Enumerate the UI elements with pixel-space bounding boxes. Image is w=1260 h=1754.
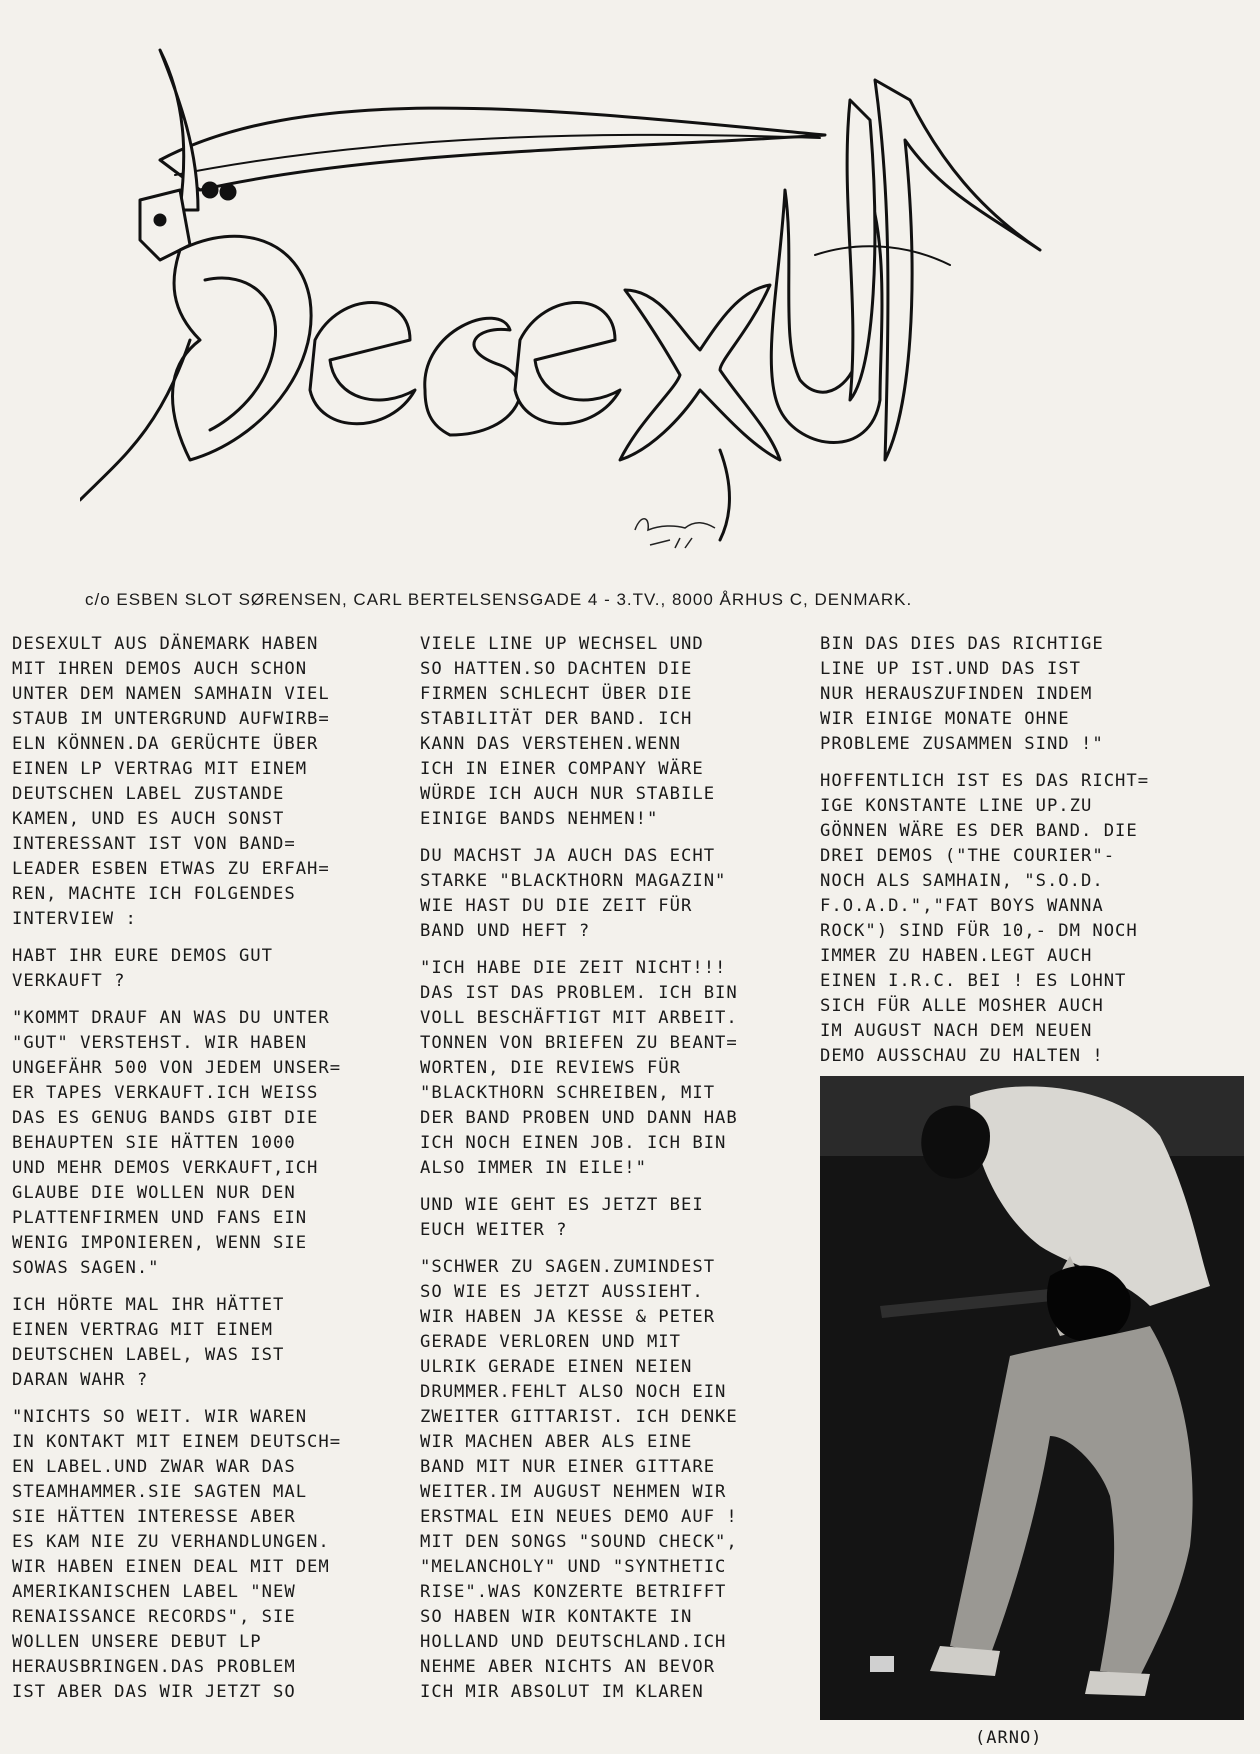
paragraph: ICH HÖRTE MAL IHR HÄTTET EINEN VERTRAG MIT EINEM DEUTSCHEN LABEL, WAS IST DARAN WAHR ? [12, 1295, 285, 1390]
artist-signature [630, 510, 720, 560]
desexult-logo [80, 40, 1100, 570]
paragraph: "KOMMT DRAUF AN WAS DU UNTER "GUT" VERSTEHST. WIR HABEN UNGEFÄHR 500 VON JEDEM UNSER= ER TAPES VERKAUFT.ICH WEISS DAS ES GENUG BANDS GIBT DIE BEHAUPTEN SIE HÄTTEN 1000 UND MEHR DEMOS VERKAUFT,ICH GLAUBE DIE WOLLEN NUR DEN PLATTENFIRMEN UND FANS EIN WENIG IMPONIEREN, WENN SIE SOWAS SAGEN." [12, 1008, 342, 1278]
paragraph: DESEXULT AUS DÄNEMARK HABEN MIT IHREN DEMOS AUCH SCHON UNTER DEM NAMEN SAMHAIN VIEL STAUB IM UNTERGRUND AUFWIRB= ELN KÖNNEN.DA GERÜCHTE ÜBER EINEN LP VERTRAG MIT EINEM DEUTSCHEN LABEL ZUSTANDE KAMEN, UND ES AUCH SONST INTERESSANT IST VON BAND= LEADER ESBEN ETWAS ZU ERFAH= REN, MACHTE ICH FOLGENDES INTERVIEW : [12, 634, 330, 929]
article-column-1 [12, 632, 412, 1717]
paragraph: VIELE LINE UP WECHSEL UND SO HATTEN.SO DACHTEN DIE FIRMEN SCHLECHT ÜBER DIE STABILITÄT DER BAND. ICH KANN DAS VERSTEHEN.WENN ICH IN EINER COMPANY WÄRE WÜRDE ICH AUCH NUR STABILE EINIGE BANDS NEHMEN!" [420, 634, 716, 829]
contact-address: c/o ESBEN SLOT SØRENSEN, CARL BERTELSENSGADE 4 - 3.TV., 8000 ÅRHUS C, DENMARK. [85, 590, 913, 609]
paragraph: HOFFENTLICH IST ES DAS RICHT= IGE KONSTANTE LINE UP.ZU GÖNNEN WÄRE ES DER BAND. DIE DREI DEMOS ("THE COURIER"- NOCH ALS SAMHAIN, "S.O.D. F.O.A.D.","FAT BOYS WANNA ROCK") SIND FÜR 10,- DM NOCH IMMER ZU HABEN.LEGT AUCH EINEN I.R.C. BEI ! ES LOHNT SICH FÜR ALLE MOSHER AUCH IM AUGUST NACH DEM NEUEN DEMO AUSSCHAU ZU HALTEN ! [820, 771, 1150, 1066]
article-column-2 [420, 632, 810, 1717]
paragraph: DU MACHST JA AUCH DAS ECHT STARKE "BLACKTHORN MAGAZIN" WIE HAST DU DIE ZEIT FÜR BAND UND HEFT ? [420, 846, 727, 941]
paragraph: BIN DAS DIES DAS RICHTIGE LINE UP IST.UND DAS IST NUR HERAUSZUFINDEN INDEM WIR EINIGE MONATE OHNE PROBLEME ZUSAMMEN SIND !" [820, 634, 1104, 754]
paragraph: "ICH HABE DIE ZEIT NICHT!!! DAS IST DAS PROBLEM. ICH BIN VOLL BESCHÄFTIGT MIT ARBEIT. TONNEN VON BRIEFEN ZU BEANT= WORTEN, DIE REVIEWS FÜR "BLACKTHORN SCHREIBEN, MIT DER BAND PROBEN UND DANN HAB ICH NOCH EINEN JOB. ICH BIN ALSO IMMER IN EILE!" [420, 958, 738, 1178]
band-photo [820, 1076, 1244, 1720]
paragraph: "SCHWER ZU SAGEN.ZUMINDEST SO WIE ES JETZT AUSSIEHT. WIR HABEN JA KESSE & PETER GERADE VERLOREN UND MIT ULRIK GERADE EINEN NEIEN DRUMMER.FEHLT ALSO NOCH EIN ZWEITER GITTARIST. ICH DENKE WIR MACHEN ABER ALS EINE BAND MIT NUR EINER GITTARE WEITER.IM AUGUST NEHMEN WIR ERSTMAL EIN NEUES DEMO AUF ! MIT DEN SONGS "SOUND CHECK", "MELANCHOLY" UND "SYNTHETIC RISE".WAS KONZERTE BETRIFFT SO HABEN WIR KONTAKTE IN HOLLAND UND DEUTSCHLAND.ICH NEHME ABER NICHTS AN BEVOR ICH MIR ABSOLUT IM KLAREN [420, 1257, 738, 1702]
article-column-3 [820, 632, 1240, 1081]
photo-credit: (ARNO) [975, 1728, 1043, 1748]
paragraph: HABT IHR EURE DEMOS GUT VERKAUFT ? [12, 946, 273, 991]
paragraph: UND WIE GEHT ES JETZT BEI EUCH WEITER ? [420, 1195, 704, 1240]
paragraph: "NICHTS SO WEIT. WIR WAREN IN KONTAKT MIT EINEM DEUTSCH= EN LABEL.UND ZWAR WAR DAS STEAMHAMMER.SIE SAGTEN MAL SIE HÄTTEN INTERESSE ABER ES KAM NIE ZU VERHANDLUNGEN. WIR HABEN EINEN DEAL MIT DEM AMERIKANISCHEN LABEL "NEW RENAISSANCE RECORDS", SIE WOLLEN UNSERE DEBUT LP HERAUSBRINGEN.DAS PROBLEM IST ABER DAS WIR JETZT SO [12, 1407, 342, 1702]
